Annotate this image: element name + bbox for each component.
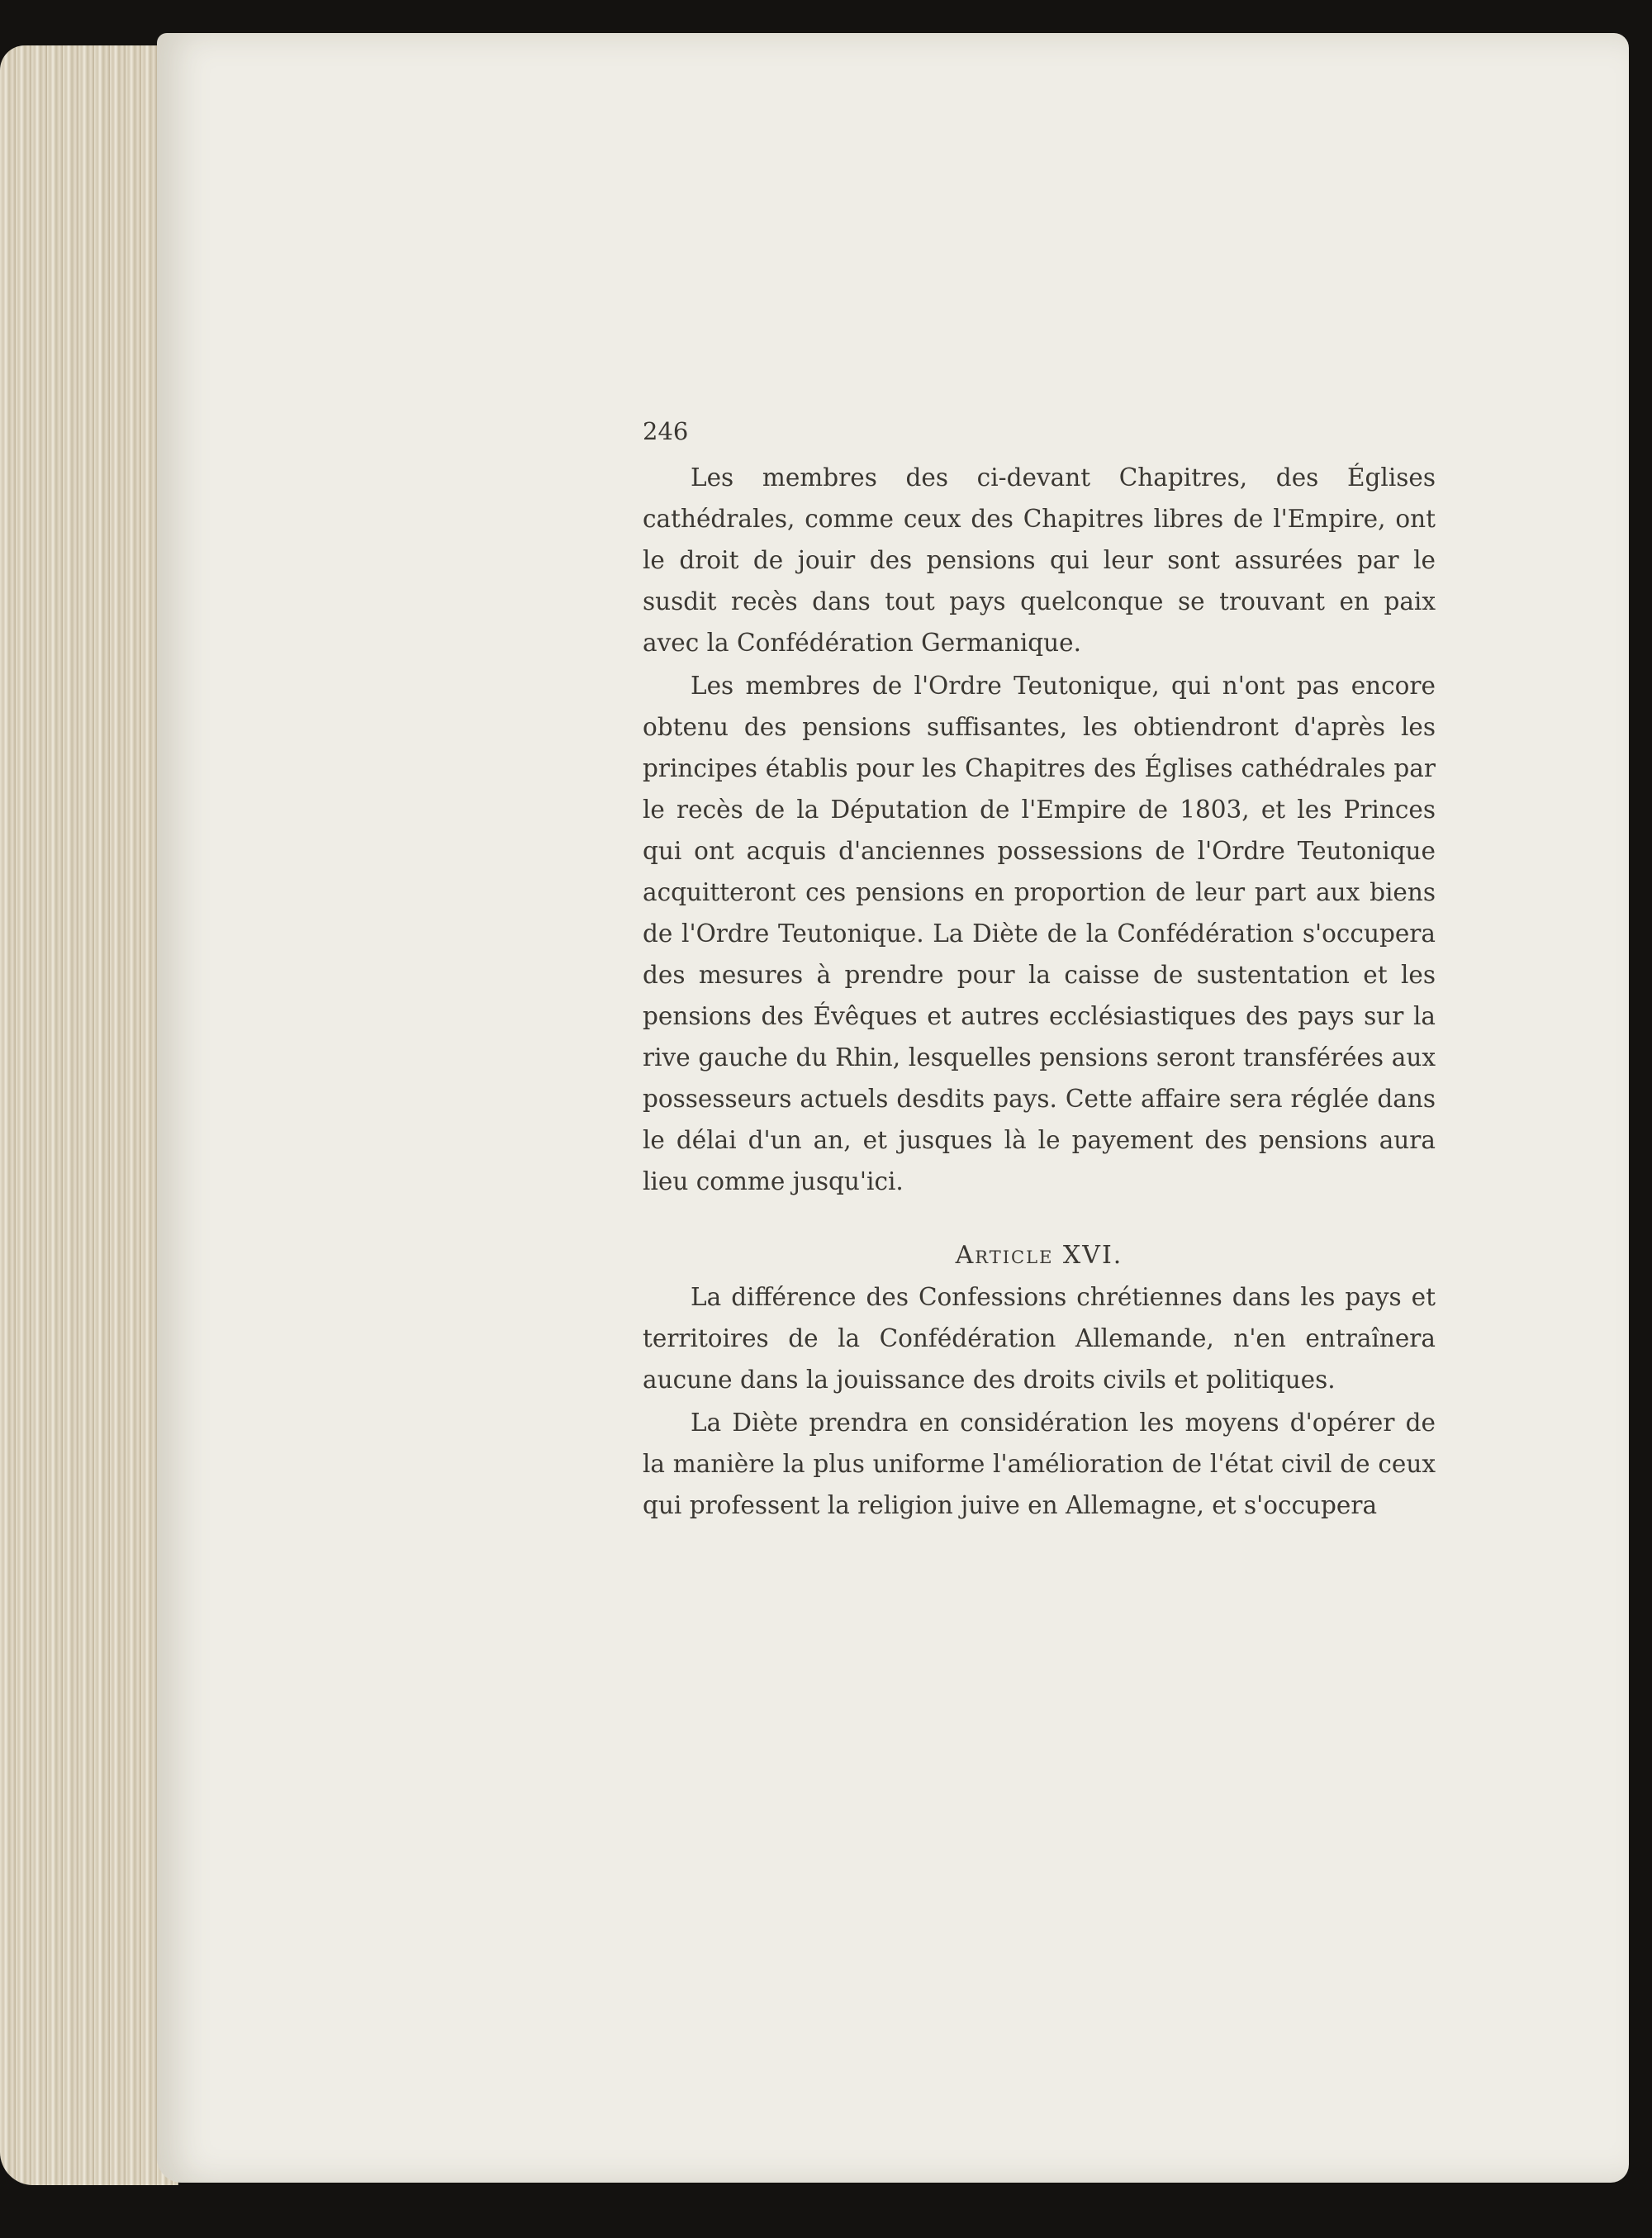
article-heading: Article XVI.: [955, 1241, 1123, 1270]
paragraph-ordre-teutonique: Les membres de l'Ordre Teutonique, qui n'ont pas encore obtenu des pensions suffisantes, les obtiendront d'après les principes établis pour les Chapitres des Églises cathédrales par le recès de la Députation de l'Empire de 1803, et les Princes qui ont acquis d'anciennes possessions de l'Ordre Teutonique acquitteront ces pensions en proportion de leur part aux biens de l'Ordre Teutonique. La Diète de la Confédération s'occupera des mesures à prendre pour la caisse de sustentation et les pensions des Évêques et autres ecclésiastiques des pays sur la rive gauche du Rhin, lesquelles pensions seront transférées aux possesseurs actuels desdits pays. Cette affaire sera réglée dans le délai d'un an, et jusques là le payement des pensions aura lieu comme jusqu'ici.: [643, 672, 1436, 1195]
paragraph-chapitres: Les membres des ci-devant Chapitres, des Églises cathédrales, comme ceux des Chapitres libres de l'Empire, ont le droit de jouir des pensions qui leur sont assurées par le susdit recès dans tout pays quelconque se trouvant en paix avec la Confédération Germanique.: [643, 463, 1436, 657]
page-edges: [0, 45, 178, 2185]
paragraph-confessions: La différence des Confessions chrétiennes dans les pays et territoires de la Confédération Allemande, n'en entraînera aucune dans la jouissance des droits civils et politiques.: [643, 1283, 1436, 1394]
paragraph-religion-juive: La Diète prendra en considération les moyens d'opérer de la manière la plus uniforme l'amélioration de l'état civil de ceux qui professent la religion juive en Allemagne, et s'occupera: [643, 1409, 1436, 1519]
text-block: [643, 417, 1436, 1528]
page-number: 246: [643, 417, 689, 445]
